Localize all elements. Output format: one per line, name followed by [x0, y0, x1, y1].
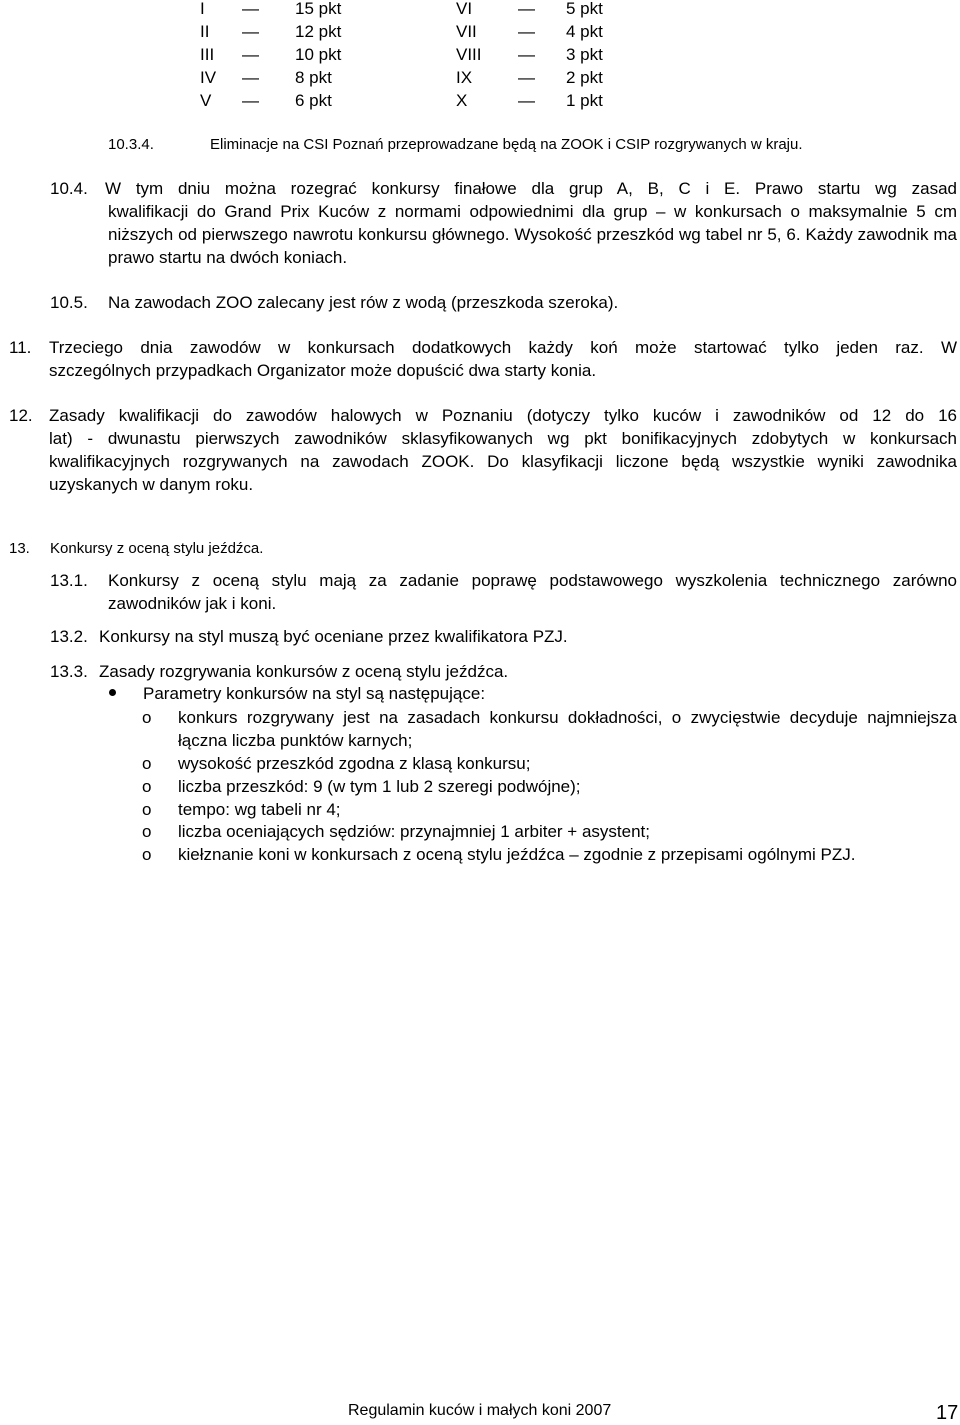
section-number: 10.4.	[50, 179, 88, 198]
points-value: 1 pkt	[566, 91, 603, 110]
points-value: 2 pkt	[566, 68, 603, 87]
section-title: Konkursy z oceną stylu jeźdźca.	[50, 540, 264, 557]
points-value: 8 pkt	[295, 68, 332, 87]
section-text: Zasady rozgrywania konkursów z oceną stylu jeźdźca.	[99, 662, 509, 681]
roman-numeral: IV	[200, 68, 217, 87]
roman-numeral: II	[200, 22, 210, 41]
sub-item-marker: o	[142, 754, 152, 773]
section-text: szczególnych przypadkach Organizator może dopuścić dwa starty konia.	[49, 361, 597, 380]
section-text-line: W tym dniu można rozegrać konkursy finałowe dla grup A, B, C i E. Prawo startu wg zasad	[105, 179, 957, 198]
sub-item-text: kiełznanie koni w konkursach z oceną stylu jeźdźca – zgodnie z przepisami ogólnymi PZJ.	[178, 845, 856, 864]
dash: —	[242, 45, 259, 64]
section-number: 13.1.	[50, 571, 88, 590]
sub-item-marker: o	[142, 845, 152, 864]
points-value: 4 pkt	[566, 22, 603, 41]
points-value: 10 pkt	[295, 45, 342, 64]
points-value: 5 pkt	[566, 0, 603, 18]
section-text: lat) - dwunastu pierwszych zawodników sklasyfikowanych wg pkt bonifikacyjnych zdobytych w konkursach kwalifikacyjnych rozgrywanych na zawodach ZOOK. Do klasyfikacji liczone będą wszystkie wyniki zawodnika uzyskanych w danym roku.	[49, 429, 957, 494]
section-text: Konkursy z oceną stylu mają za zadanie poprawę podstawowego wyszkolenia technicznego zarówno zawodników jak i koni.	[108, 571, 957, 613]
sub-item-marker: o	[142, 800, 152, 819]
section-text-line: Trzeciego dnia zawodów w konkursach dodatkowych każdy koń może startować tylko jeden raz. W	[49, 338, 957, 357]
bullet-dot-icon	[109, 689, 116, 696]
section-text: kwalifikacji do Grand Prix Kuców z normami odpowiednimi dla grup – w konkursach o maksymalnie 5 cm niższych od pierwszego nawrotu konkursu głównego. Wysokość przeszkód wg tabel nr 5, 6. Każdy zawodnik ma prawo startu na dwóch koniach.	[108, 202, 957, 267]
roman-numeral: X	[456, 91, 468, 110]
sub-item-marker: o	[142, 822, 152, 841]
sub-item-text: liczba oceniających sędziów: przynajmniej 1 arbiter + asystent;	[178, 822, 650, 841]
dash: —	[518, 68, 535, 87]
sub-item-text: tempo: wg tabeli nr 4;	[178, 800, 341, 819]
dash: —	[242, 91, 259, 110]
section-number: 13.3.	[50, 662, 88, 681]
roman-numeral: VIII	[456, 45, 482, 64]
section-text: Na zawodach ZOO zalecany jest rów z wodą (przeszkoda szeroka).	[108, 293, 619, 312]
sub-item-text: wysokość przeszkód zgodna z klasą konkursu;	[178, 754, 531, 773]
section-number: 13.2.	[50, 627, 88, 646]
dash: —	[242, 22, 259, 41]
dash: —	[518, 45, 535, 64]
section-number: 12.	[9, 406, 33, 425]
points-value: 6 pkt	[295, 91, 332, 110]
roman-numeral: III	[200, 45, 215, 64]
sub-item-text: liczba przeszkód: 9 (w tym 1 lub 2 szeregi podwójne);	[178, 777, 581, 796]
section-text-line: Zasady kwalifikacji do zawodów halowych w Poznaniu (dotyczy tylko kuców i zawodników od 12 do 16	[49, 406, 957, 425]
dash: —	[242, 0, 259, 18]
roman-numeral: I	[200, 0, 205, 18]
points-value: 12 pkt	[295, 22, 342, 41]
sub-item-marker: o	[142, 777, 152, 796]
section-text: Eliminacje na CSI Poznań przeprowadzane będą na ZOOK i CSIP rozgrywanych w kraju.	[210, 136, 803, 153]
section-text: Konkursy na styl muszą być oceniane przez kwalifikatora PZJ.	[99, 627, 568, 646]
roman-numeral: VII	[456, 22, 477, 41]
sub-item-marker: o	[142, 708, 152, 727]
footer-title: Regulamin kuców i małych koni 2007	[348, 1402, 612, 1419]
dash: —	[518, 91, 535, 110]
bullet-text: Parametry konkursów na styl są następujące:	[143, 684, 486, 703]
section-number: 10.5.	[50, 293, 88, 312]
points-value: 3 pkt	[566, 45, 603, 64]
dash: —	[518, 22, 535, 41]
roman-numeral: VI	[456, 0, 473, 18]
section-number: 11.	[9, 338, 32, 357]
roman-numeral: IX	[456, 68, 473, 87]
points-value: 15 pkt	[295, 0, 342, 18]
sub-item-text: konkurs rozgrywany jest na zasadach konkursu dokładności, o zwycięstwie decyduje najmniejsza łączna liczba punktów karnych;	[178, 708, 957, 750]
dash: —	[242, 68, 259, 87]
roman-numeral: V	[200, 91, 212, 110]
section-number: 13.	[9, 540, 30, 557]
section-number: 10.3.4.	[108, 136, 154, 153]
dash: —	[518, 0, 535, 18]
page-number: 17	[936, 1402, 959, 1424]
